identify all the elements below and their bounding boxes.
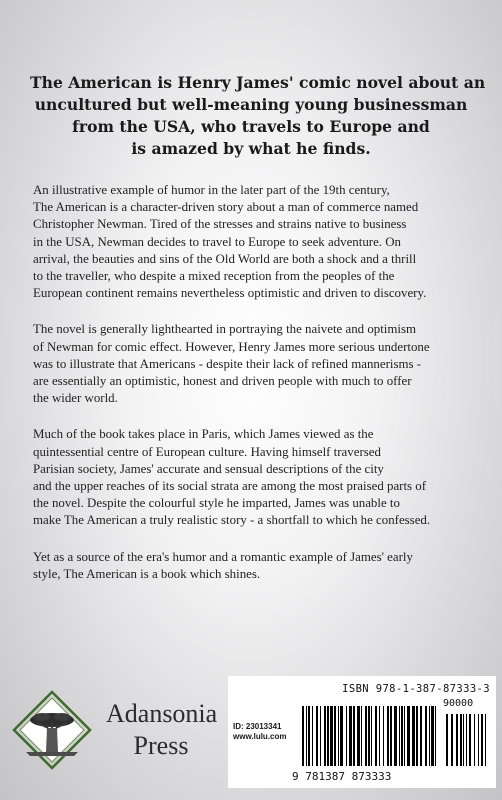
text-line: arrival, the beauties and sins of the Old World are both a shock and a thrill [33,251,417,266]
text-line: of Newman for comic effect. However, Henry James more serious undertone [33,339,430,354]
price-code: 90000 [443,698,474,709]
baobab-tree-icon [12,690,92,770]
lulu-url: www.lulu.com [233,732,287,741]
text-line: quintessential centre of European culture. Having himself traversed [33,444,381,459]
text-line: Parisian society, James' accurate and sensual descriptions of the city [33,461,384,476]
text-line: to the traveller, who despite a mixed reception from the peoples of the [33,269,395,284]
text-line: style, The American is a book which shines. [33,566,261,581]
paragraph-2 [33,321,483,407]
lulu-id: ID: 23013341 [233,722,282,731]
barcode-digits: 9 781387 873333 [292,770,392,783]
isbn-label: ISBN 978-1-387-87333-3 [342,683,490,695]
text-line: Yet as a source of the era's humor and a romantic example of James' early [33,549,413,564]
text-line: Christopher Newman. Tired of the stresses and strains native to business [33,217,407,232]
text-line: An illustrative example of humor in the later part of the 19th century, [33,183,390,197]
paragraph-1 [33,182,483,302]
text-line: The novel is generally lighthearted in portraying the naivete and optimism [33,322,417,337]
description-body [33,182,483,602]
lulu-id-block [233,722,293,742]
text-line: European continent remains nevertheless optimistic and driven to discovery. [33,286,427,301]
blurb-line: from the USA, who travels to Europe and [72,117,430,136]
back-cover-blurb [30,72,486,160]
text-line: the novel. Despite the colourful style he imparted, James was unable to [33,496,400,511]
text-line: and the upper reaches of its social strata are among the most praised parts of [33,479,427,494]
text-line: was to illustrate that Americans - despite their lack of refined mannerisms - [33,356,422,371]
blurb-line: uncultured but well-meaning young businessman [34,95,468,114]
paragraph-4 [33,549,483,583]
text-line: Much of the book takes place in Paris, which James viewed as the [33,427,374,442]
text-line: are essentially an optimistic, honest and driven people with much to offer [33,374,412,389]
publisher-name [106,698,216,762]
paragraph-3 [33,426,483,529]
text-line: make The American a truly realistic story - a shortfall to which he confessed. [33,513,431,528]
blurb-line: is amazed by what he finds. [131,139,371,158]
text-line: in the USA, Newman decides to travel to Europe to seek adventure. On [33,234,401,249]
publisher-name-line-1: Adansonia [106,699,218,728]
text-line: the wider world. [33,391,118,406]
blurb-line: The American is Henry James' comic novel about an [30,73,486,92]
text-line: The American is a character-driven story about a man of commerce named [33,200,419,215]
publisher-name-line-2: Press [133,731,189,760]
